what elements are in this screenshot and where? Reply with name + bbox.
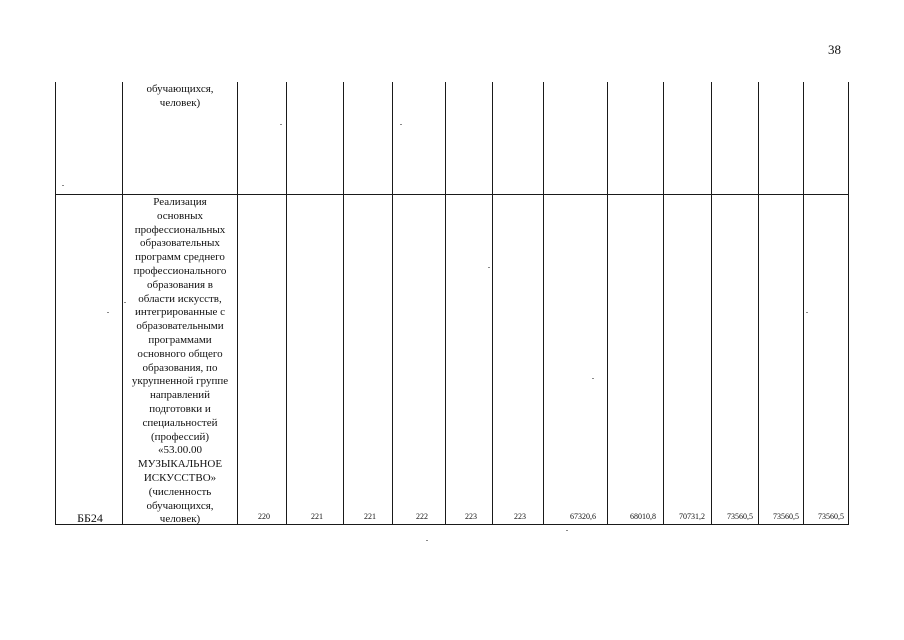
scan-speck [280,124,282,125]
column-divider [343,82,344,525]
scan-speck [400,124,402,125]
value-cell: 223 [514,512,526,521]
value-cell: 67320,6 [570,512,596,521]
table-row-divider [55,194,849,195]
scan-speck [124,302,126,303]
scan-speck [806,312,808,313]
column-divider [492,82,493,525]
column-divider [445,82,446,525]
value-cell: 68010,8 [630,512,656,521]
value-cell: 222 [416,512,428,521]
scan-speck [62,185,64,186]
column-divider [607,82,608,525]
table-border-left [55,82,56,525]
value-cell: 223 [465,512,477,521]
scan-speck [107,312,109,313]
column-divider [392,82,393,525]
value-cell: 221 [364,512,376,521]
scan-speck [566,530,568,531]
column-divider [758,82,759,525]
column-divider [237,82,238,525]
page-number: 38 [828,42,841,57]
value-cell: 70731,2 [679,512,705,521]
scan-speck [488,267,490,268]
value-cell: 220 [258,512,270,521]
column-divider [803,82,804,525]
scan-speck [592,378,594,379]
value-cell: 73560,5 [773,512,799,521]
continued-cell-text: обучающихся, человек) [146,83,214,109]
column-divider [711,82,712,525]
row-name: Реализация основных профессиональных образовательных программ среднего профессионального образования в области искусств, интегрированные с образовательными программами основного общего образования, по укрупненной группе направлений подготовки и специальностей (профессий) «53.00.00 МУЗЫКАЛЬНОЕ ИСКУССТВО» (численность обучающихся, человек) [131,196,229,526]
column-divider [543,82,544,525]
value-cell: 221 [311,512,323,521]
value-cell: 73560,5 [727,512,753,521]
column-divider [663,82,664,525]
row-code: ББ24 [77,511,103,525]
value-cell: 73560,5 [818,512,844,521]
column-divider [286,82,287,525]
scan-speck [426,540,428,541]
table-border-right [848,82,849,525]
